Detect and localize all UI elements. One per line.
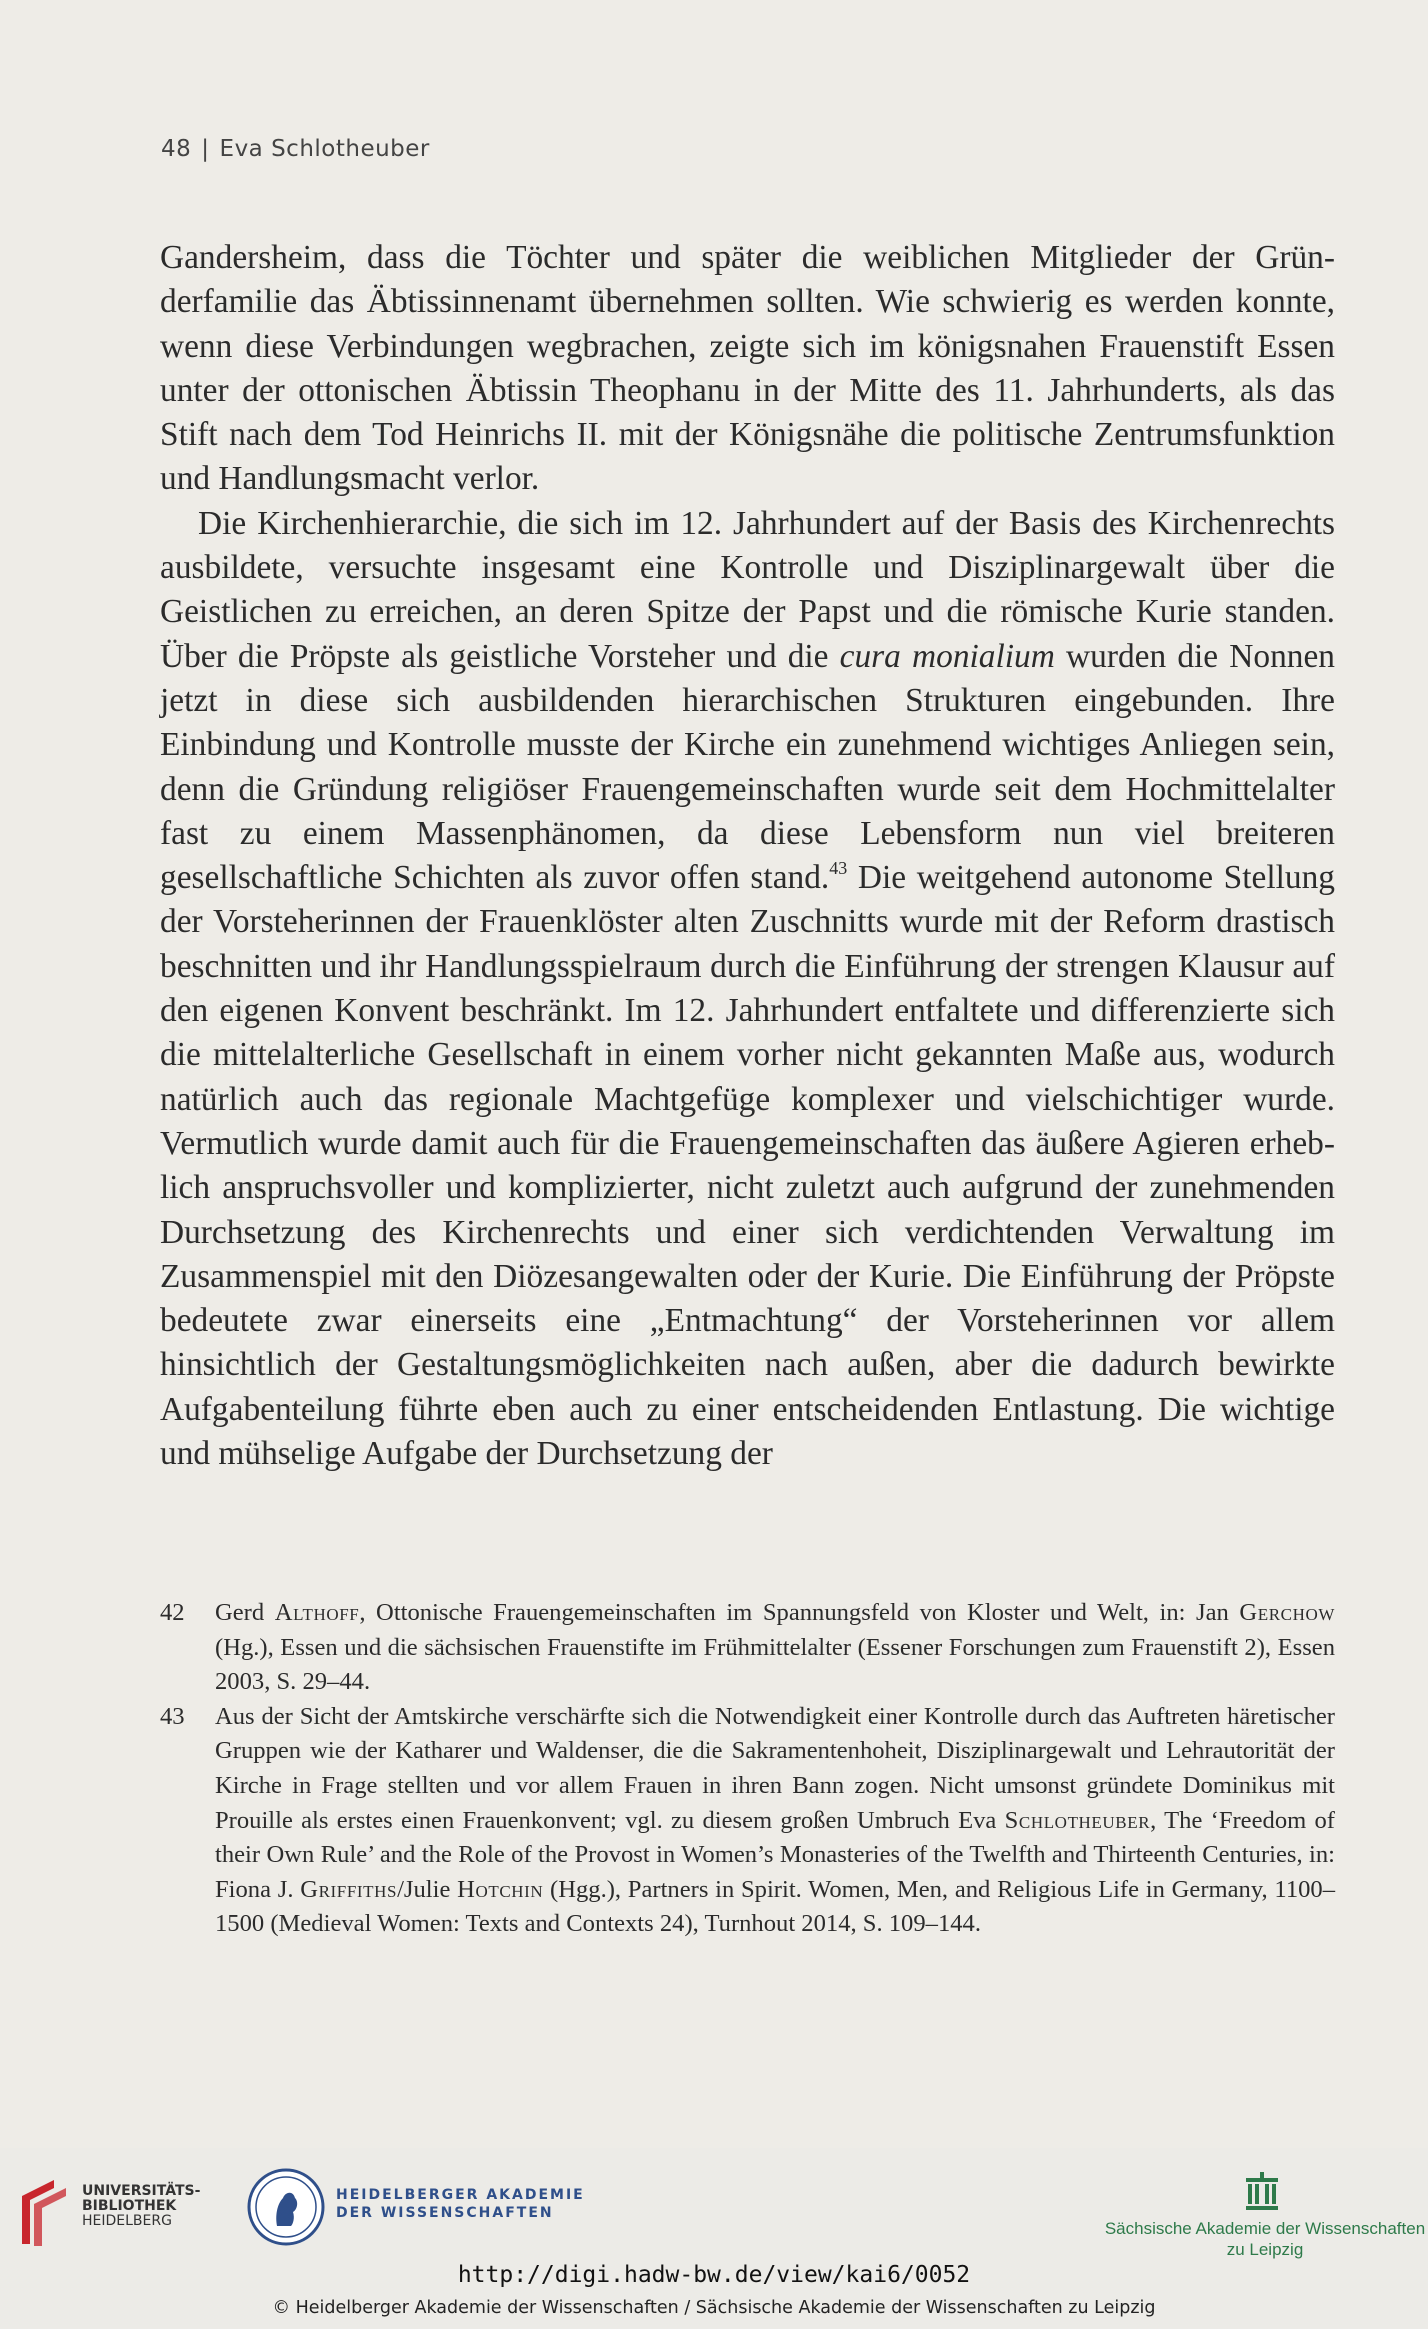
- ub-heidelberg-name: [82, 2184, 200, 2229]
- saxon-academy-building-icon[interactable]: [1244, 2172, 1280, 2212]
- footnote-text: (Hg.), Essen und die sächsischen Frauenstifte im Frühmittelalter (Essener Forschungen zum Frauenstift 2), Essen 2003, S. 29–44.: [215, 1633, 1335, 1696]
- running-head: [161, 136, 430, 162]
- ub-line-3: HEIDELBERG: [82, 2213, 172, 2229]
- digitization-footer: [0, 2148, 1428, 2329]
- footnote-text: Aus der Sicht der Amtskirche verschärfte sich die Notwendigkeit einer Kontrolle durch das Auftreten häretischer Gruppen wie der Katharer und Waldenser, die die Sakramentenhoheit, Disziplinargewalt und Lehrautorität der Kirche in Frage stellten und vor allem Frauen in ihren Bann zogen. Nicht umsonst gründete Dominikus mit Prouille als erstes einen Frauenkonvent; vgl. zu diesem großen Umbruch Eva: [215, 1702, 1335, 1834]
- author-name: Gerchow: [1239, 1599, 1335, 1626]
- saxon-line-1: Sächsische Akademie der Wissenschaften: [1104, 2219, 1426, 2238]
- ub-line-1: UNIVERSITÄTS-: [82, 2183, 201, 2199]
- hadw-name: [336, 2186, 585, 2222]
- permalink-url[interactable]: http://digi.hadw-bw.de/view/kai6/0052: [457, 2262, 971, 2288]
- footnote-text: (Hgg.), Partners in Spirit. Women, Men, and Religious Life in Germany, 1100–1500 (Medieval Women: Texts and Contexts 24), Turnhout 2014, S. 109–144.: [215, 1875, 1336, 1938]
- author-name: Althoff: [274, 1599, 360, 1626]
- footnote-text: Gerd: [215, 1599, 275, 1626]
- paragraph-2-part-b: wurden die Nonnen jetzt in diese sich ausbildenden hierarchischen Strukturen eingebunden. Ihre Einbindung und Kontrolle musste der Kirche ein zunehmend wichtiges Anliegen sein, denn die Gründung religiöser Frauengemeinschaften wurde seit dem Hochmittelalter fast zu einem Massenphänomen, da diese Lebensform nun viel breiteren gesellschaftliche Schichten als zuvor offen stand.: [160, 637, 1335, 897]
- footnote-number: 42: [160, 1599, 185, 1626]
- hadw-seal-icon[interactable]: [247, 2168, 325, 2246]
- footnotes: [160, 1596, 1335, 1942]
- paragraph-1: Gandersheim, dass die Töchter und später die weiblichen Mitglieder der Gründerfamilie das Äbtissinnenamt übernehmen sollten. Wie schwierig es werden konnte, wenn diese Verbindungen wegbrachen, zeigte sich im königsnahen Frauenstift Essen unter der ottonischen Äbtissin Theophanu in der Mitte des 11. Jahrhunderts, als das Stift nach dem Tod Heinrichs II. mit der Königsnähe die politische Zentrumsfunktion und Handlungsmacht verlor.: [160, 239, 1335, 498]
- footnote-43: [160, 1700, 1335, 1942]
- main-text: [160, 236, 1335, 1476]
- paragraph-2: [160, 502, 1335, 1477]
- paragraph-2-part-c: Die weitgehend autonome Stellung der Vorsteherinnen der Frauenklöster alten Zuschnitts wurde mit der Reform drastisch beschnitten und ihr Handlungsspielraum durch die Einführung der strengen Klausur auf den eigenen Konvent beschränkt. Im 12. Jahrhundert entfaltete und differenzierte sich die mittelalterliche Gesellschaft in einem vorher nicht gekannten Maße aus, wodurch natürlich auch das regionale Machtgefüge komplexer und vielschichtiger wurde. Vermutlich wurde damit auch für die Frauengemeinschaften das äußere Agieren erheblich anspruchsvoller und komplizierter, nicht zuletzt auch aufgrund der zunehmenden Durchsetzung des Kirchenrechts und einer sich verdichtenden Verwaltung im Zusammenspiel mit den Diözesangewalten oder der Kurie. Die Einführung der Pröpste bedeutete zwar einerseits eine „Entmachtung“ der Vorsteherinnen vor allem hinsichtlich der Gestaltungsmöglichkeiten nach außen, aber die dadurch bewirkte Aufgabenteilung führte eben auch zu einer entscheidenden Entlastung. Die wichtige und mühselige Aufgabe der Durchsetzung der: [160, 859, 1335, 1473]
- footnote-text: /Julie: [397, 1875, 458, 1903]
- running-head-author: Eva Schlotheuber: [219, 136, 430, 162]
- saxon-line-2: zu Leipzig: [1226, 2240, 1304, 2259]
- footnote-ref-43[interactable]: 43: [829, 858, 848, 879]
- footnote-42: [160, 1596, 1335, 1700]
- footnote-text: , Ottonische Frauengemeinschaften im Spannungsfeld von Kloster und Welt, in: Jan: [359, 1599, 1240, 1626]
- italic-term: cura monialium: [839, 637, 1055, 675]
- ub-heidelberg-logo-icon[interactable]: [14, 2174, 74, 2252]
- author-name: Griffiths: [300, 1875, 398, 1903]
- saxon-academy-name: [1100, 2218, 1428, 2260]
- author-name: Schlotheuber: [1004, 1806, 1151, 1834]
- running-head-separator: |: [201, 136, 210, 162]
- footnote-text: , The ‘Freedom of their Own Rule’ and the Role of the Provost in Women’s Monasteries of the Twelfth and Thirteenth Centuries, in: Fiona J.: [215, 1806, 1335, 1903]
- footnote-number: 43: [160, 1702, 185, 1730]
- hadw-line-1: HEIDELBERGER AKADEMIE: [336, 2187, 585, 2203]
- hadw-line-2: DER WISSENSCHAFTEN: [336, 2205, 554, 2221]
- ub-line-2: BIBLIOTHEK: [82, 2198, 177, 2214]
- paragraph-2-part-a: Die Kirchenhierarchie, die sich im 12. Jahrhundert auf der Basis des Kirchenrechts ausbildete, versuchte insgesamt eine Kontrolle und Disziplinargewalt über die Geistlichen zu erreichen, an deren Spitze der Papst und die römische Kurie standen. Über die Pröpste als geistliche Vorsteher und die: [160, 504, 1335, 675]
- author-name: Hotchin: [457, 1875, 544, 1903]
- copyright-notice: © Heidelberger Akademie der Wissenschaften / Sächsische Akademie der Wissenschaften zu Leipzig: [272, 2298, 1156, 2318]
- page-number: 48: [161, 136, 192, 162]
